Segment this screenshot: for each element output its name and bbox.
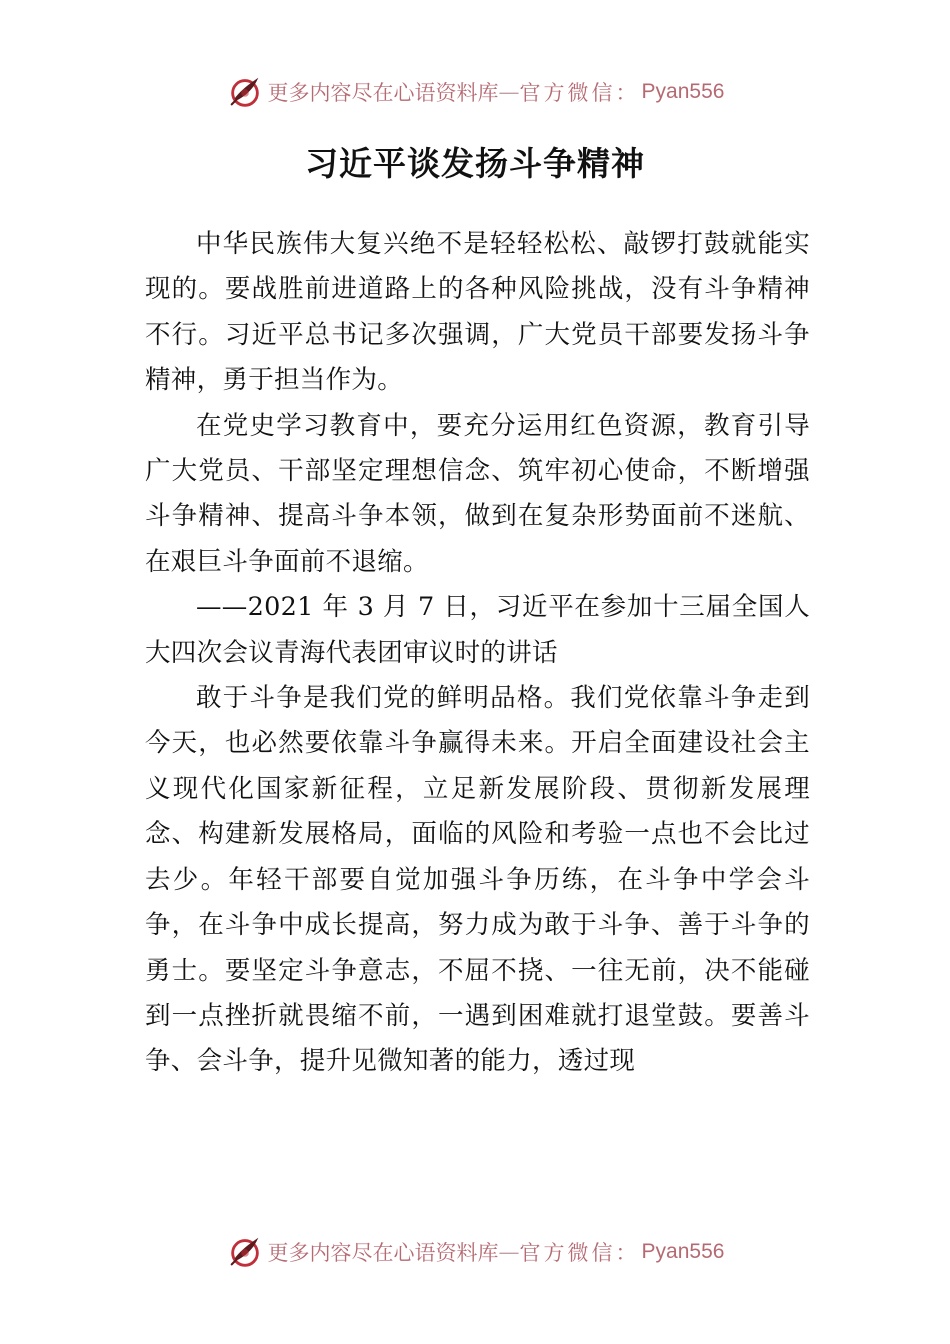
article-body	[145, 222, 810, 1085]
footer-watermark-banner	[0, 1232, 950, 1272]
banner-separator: —	[498, 80, 520, 104]
quill-logo-icon	[226, 73, 264, 111]
banner-wechat-id: Pyan556	[641, 80, 725, 103]
banner-wechat-id: Pyan556	[641, 1240, 725, 1263]
banner-separator: —	[498, 1240, 520, 1264]
header-watermark-banner	[0, 72, 950, 112]
paragraph-3: 敢于斗争是我们党的鲜明品格。我们党依靠斗争走到今天，也必然要依靠斗争赢得未来。开启全面建设社会主义现代化国家新征程，立足新发展阶段、贯彻新发展理念、构建新发展格局，面临的风险和考验一点也不会比过去少。年轻干部要自觉加强斗争历练，在斗争中学会斗争，在斗争中成长提高，努力成为敢于斗争、善于斗争的勇士。要坚定斗争意志，不屈不挠、一往无前，决不能碰到一点挫折就畏缩不前，一遇到困难就打退堂鼓。要善斗争、会斗争，提升见微知著的能力，透过现	[145, 683, 810, 1077]
quill-logo-icon	[226, 1233, 264, 1271]
banner-brand-text: 更多内容尽在心语资料库	[267, 81, 499, 105]
paragraph-1: 中华民族伟大复兴绝不是轻轻松松、敲锣打鼓就能实现的。要战胜前进道路上的各种风险挑战，没有斗争精神不行。习近平总书记多次强调，广大党员干部要发扬斗争精神，勇于担当作为。	[145, 229, 810, 396]
banner-wechat-label: 官方微信：	[519, 81, 640, 105]
paragraph-source-attribution: ——2021 年 3 月 7 日，习近平在参加十三届全国人大四次会议青海代表团审议时的讲话	[145, 592, 810, 668]
banner-brand-text: 更多内容尽在心语资料库	[267, 1241, 499, 1265]
page-title: 习近平谈发扬斗争精神	[305, 144, 645, 183]
paragraph-2: 在党史学习教育中，要充分运用红色资源，教育引导广大党员、干部坚定理想信念、筑牢初心使命，不断增强斗争精神、提高斗争本领，做到在复杂形势面前不迷航、在艰巨斗争面前不退缩。	[145, 410, 810, 577]
banner-wechat-label: 官方微信：	[519, 1241, 640, 1265]
